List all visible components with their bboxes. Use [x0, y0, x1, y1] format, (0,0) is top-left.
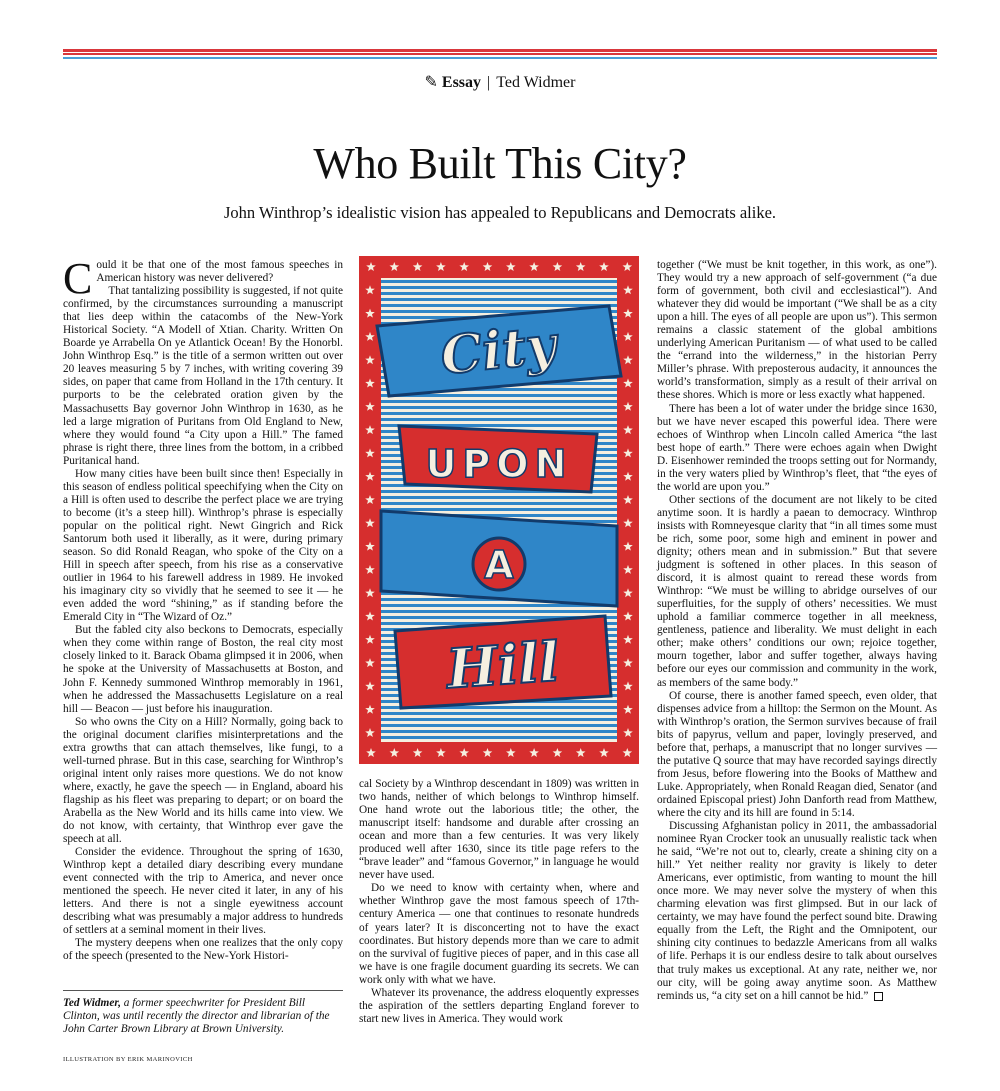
article-paragraph: That tantalizing possibility is suggested, if not quite confirmed, by the circumstances surrounding a manuscript that lies deep within the catacombs of the New-York Historical Society. “A Modell of Xtian. Charity. Written On Boarde ye Arrabella On ye Atlantick Ocean! By the Honorbl. John Winthrop Esq.” is the title of a sermon written out over 20 leaves measuring 5 by 7 inches, with writing covering 39 sides, on paper that came from Holland in the 17th century. It purports to be the celebrated oration given by the Massachusetts Bay governor John Winthrop in 1630, as he led a large migration of Puritans from Old England to New, where they would found “a City upon a Hill.” The famed phrase is right there, three lines from the bottom, in a cribbed Puritanical hand. [63, 285, 343, 467]
banner-upon [399, 426, 597, 492]
article-paragraph: But the fabled city also beckons to Democrats, especially when they come within range of Boston, the real city most closely linked to it. Barack Obama glimpsed it in 2006, when he spoke at the University of Massachusetts at Boston, and John F. Kennedy summoned Winthrop memorably in 1961, when he addressed the Massachusetts Legislature on a real hill — Beacon — just before his inauguration. [63, 624, 343, 715]
article-paragraph: The mystery deepens when one realizes that the only copy of the speech (presented to the New-York Histori- [63, 937, 343, 963]
banner-city-text: City [437, 314, 559, 387]
article-column-3 [657, 259, 937, 1003]
dek: John Winthrop’s idealistic vision has appealed to Republicans and Democrats alike. [223, 203, 777, 222]
article-paragraph: cal Society by a Winthrop descendant in 1809) was written in two hands, neither of which belongs to Winthrop himself. One hand wrote out the laborious title; the other, the manuscript itself: handsome and durable after crossing an ocean and more than a few centuries. It was very likely produced well after 1630, since its title page refers to the “brave leader” and “famous Governor,” in language he would never have used. [359, 778, 639, 882]
section-kicker [0, 72, 1000, 92]
bio-text: a former speechwriter for President Bill Clinton, was until recently the director and librarian of the John Carter Brown Library at Brown University. [63, 997, 330, 1036]
end-mark-icon [874, 992, 883, 1001]
illustration-credit: ILLUSTRATION BY ERIK MARINOVICH [63, 1056, 193, 1063]
city-upon-a-hill-illustration [359, 256, 639, 764]
top-rule-red [63, 49, 937, 52]
article-column-2 [359, 778, 639, 1026]
article-paragraph: Do we need to know with certainty when, where and whether Winthrop gave the most famous speech of 17th-century America — one that continues to resonate hundreds of years later? It is disconcerting not to have the exact coordinates. But history depends more than we care to admit on the survival of fugitive pieces of paper, and in this case all we have is one fragile document guarding its secrets. We can work only with what we have. [359, 882, 639, 986]
section-label: Essay [441, 74, 482, 91]
headline: Who Built This City? [313, 139, 687, 188]
kicker-author: Ted Widmer [496, 74, 576, 91]
banner-upon-text: UPON [425, 442, 573, 486]
article-paragraph: Could it be that one of the most famous speeches in American history was never delivered? [63, 254, 343, 303]
top-rule-blue [63, 57, 937, 59]
article-paragraph: Consider the evidence. Throughout the spring of 1630, Winthrop kept a detailed diary describing every mundane event connected with the trip to America, and never once mentioned the speech. He never cited it later, in any of his letters. And there is not a single eyewitness account describing what was presumably a major address to hundreds of settlers at a seminal moment in their lives. [63, 846, 343, 937]
article-paragraph: Discussing Afghanistan policy in 2011, the ambassadorial nominee Ryan Crocker took an unusually realistic tack when he said, “We’re not out to, clearly, create a shining city on a hill.” Yet neither reality nor gravity is likely to deter Americans, ever optimistic, from wanting to mount the hill once more. We may never solve the mystery of when this charming elevation was first glimpsed. But in our lack of certainty, we may have found the perfect sound bite. Drawing equally from the Left, the Right and the Omnipotent, our shining city continues to bedazzle Americans from all walks of life. Perhaps it is our endless desire to talk about ourselves that truly makes us exceptional. At any rate, neither we, nor our city, will be going away anytime soon. As Matthew reminds us, “a city set on a hill cannot be hid.” [657, 820, 937, 1002]
author-bio [63, 990, 343, 1037]
banner-a [381, 511, 617, 606]
article-paragraph: So who owns the City on a Hill? Normally, going back to the original document clarifies misinterpretations and the extra growths that can attach themselves, like fungi, to a well-turned phrase. But in this case, searching for Winthrop’s original intent only raises more questions. We do not know where, exactly, he gave the speech — in England, aboard his flagship as his fleet was preparing to depart; or on board the Arabella as the New World and its hills came into view. We do not know, with certainty, that Winthrop ever gave the speech at all. [63, 715, 343, 846]
banner-a-text: A [484, 543, 514, 587]
article-paragraph: Of course, there is another famed speech, even older, that dispenses advice from a hilltop: the Sermon on the Mount. As with Winthrop’s oration, the Sermon survives because of frail bits of papyrus, vellum and paper, lovingly preserved, and before that, perhaps, a manuscript that no longer survives — the putative Q source that may have recorded sayings directly from Jesus, before flowering into the Books of Matthew and Luke. Appropriately, when Ronald Reagan died, Senator (and ordained Episcopal priest) John Danforth read from Matthew, where the city and its hill are found in 5:14. [657, 689, 937, 819]
top-rule-red-thin [63, 53, 937, 55]
article-paragraph: There has been a lot of water under the bridge since 1630, but we have never escaped this powerful idea. There were echoes of Winthrop when Lincoln called America “the last best hope of earth.” There were echoes again when Dwight D. Eisenhower reminded the troops setting out for Normandy, in the very waters plied by Winthrop’s fleet, that “the eyes of the world are upon you.” [657, 402, 937, 493]
pen-icon: ✎ [424, 74, 438, 91]
article-column-1 [63, 254, 343, 964]
banner-hill-text: Hill [444, 629, 562, 701]
banner-hill [395, 616, 611, 708]
kicker-divider: | [487, 74, 491, 91]
article-paragraph: together (“We must be knit together, in this work, as one”). They would try a new approach of self-government (“a due form of government, both civil and ecclesiastical”). And whatever they did would be important (“We shall be as a city upon a hill. The eyes of all people are upon us”). This sermon remains a classic statement of the global ambitions underlying American Puritanism — of what used to be called the “errand into the wilderness,” in the historian Perry Miller’s phrase. With preposterous audacity, it announces the world’s transformation, simply as a result of their arrival on these shores. Which is more or less exactly what happened. [657, 259, 937, 402]
article-paragraph: How many cities have been built since then! Especially in this season of endless political speechifying when the City on a Hill is often used to describe the perfect place we are trying to become (it’s a steep hill). Winthrop’s phrase is especially popular on the political right. Newt Gingrich and Rick Santorum both used it liberally, as it were, during primary season. So did Ronald Reagan, who spoke of the City on a Hill in speech after speech, from his rise as a conservative outlier in 1964 to his farewell address in 1989. He invoked his imaginary city so vividly that he seemed to see it — he even added the word “shining,” as if standing before the Emerald City in “The Wizard of Oz.” [63, 467, 343, 624]
article-paragraph: Whatever its provenance, the address eloquently expresses the aspiration of the settlers departing England forever to start new lives in America. They would work [359, 986, 639, 1025]
bio-name: Ted Widmer, [63, 997, 121, 1009]
drop-cap: C [63, 254, 93, 303]
article-paragraph: Other sections of the document are not likely to be cited anytime soon. It is hardly a paean to democracy. Winthrop insists with Romneyesque clarity that “in all times some must be rich, some poor, some high and eminent in power and dignity; others mean and in submission.” But that severe judgment is softened in other places. In this season of discord, it is almost quaint to reread these words from Winthrop: “We must be willing to abridge ourselves of our superfluities, for the supply of others’ necessities. We must uphold a familiar commerce together in all meekness, gentleness, patience and liberality. We must delight in each other; make others’ conditions our own; rejoice together, mourn together, labor and suffer together, always having before our eyes our commission and community in the work, as members of the same body.” [657, 493, 937, 689]
